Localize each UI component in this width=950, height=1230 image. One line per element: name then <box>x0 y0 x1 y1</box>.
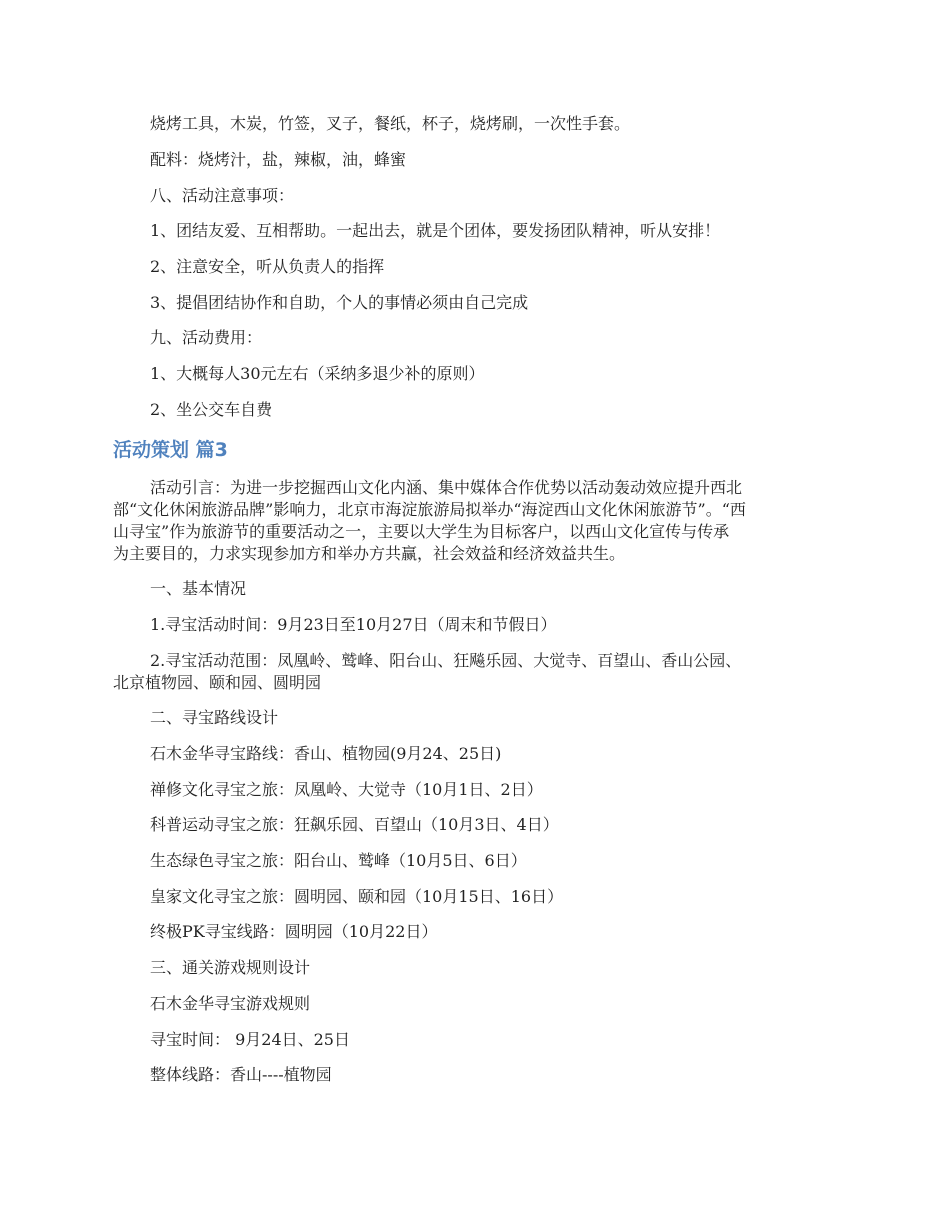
text-line: 整体线路：香山----植物园 <box>150 1065 332 1084</box>
text-line: 配料：烧烤汁，盐，辣椒，油，蜂蜜 <box>150 150 407 169</box>
text-line: 烧烤工具，木炭，竹签，叉子，餐纸，杯子，烧烤刷，一次性手套。 <box>150 114 631 133</box>
text-line: 2.寻宝活动范围：凤凰岭、鹫峰、阳台山、狂飚乐园、大觉寺、百望山、香山公园、 <box>150 651 742 670</box>
subheading: 一、基本情况 <box>150 579 247 598</box>
route-line: 石木金华寻宝路线：香山、植物园(9月24、25日) <box>150 744 502 763</box>
subheading: 二、寻宝路线设计 <box>150 708 279 727</box>
text-line: 八、活动注意事项： <box>150 186 295 205</box>
text-line: 石木金华寻宝游戏规则 <box>150 994 311 1013</box>
text-line: 寻宝时间： 9月24日、25日 <box>150 1030 350 1049</box>
text-line: 1、团结友爱、互相帮助。一起出去，就是个团体，要发扬团队精神，听从安排！ <box>150 221 721 240</box>
intro-line: 为主要目的，力求实现参加方和举办方共赢，社会效益和经济效益共生。 <box>113 544 626 563</box>
route-line: 科普运动寻宝之旅：狂飙乐园、百望山（10月3日、4日） <box>150 815 559 834</box>
text-line: 九、活动费用： <box>150 328 263 347</box>
route-line: 皇家文化寻宝之旅：圆明园、颐和园（10月15日、16日） <box>150 887 564 906</box>
route-line: 生态绿色寻宝之旅：阳台山、鹫峰（10月5日、6日） <box>150 851 527 870</box>
route-line: 终极PK寻宝线路：圆明园（10月22日） <box>150 922 438 941</box>
text-line: 北京植物园、颐和园、圆明园 <box>113 673 322 692</box>
text-line: 2、注意安全，听从负责人的指挥 <box>150 257 385 276</box>
text-line: 3、提倡团结协作和自助，个人的事情必须由自己完成 <box>150 293 529 312</box>
text-line: 1.寻宝活动时间：9月23日至10月27日（周末和节假日） <box>150 615 557 634</box>
intro-line: 部“文化休闲旅游品牌”影响力，北京市海淀旅游局拟举办“海淀西山文化休闲旅游节”。“西 <box>113 500 746 519</box>
text-line: 2、坐公交车自费 <box>150 400 273 419</box>
route-line: 禅修文化寻宝之旅：凤凰岭、大觉寺（10月1日、2日） <box>150 780 543 799</box>
intro-line: 山寻宝”作为旅游节的重要活动之一，主要以大学生为目标客户，以西山文化宣传与传承 <box>113 522 730 541</box>
intro-line: 活动引言：为进一步挖掘西山文化内涵、集中媒体合作优势以活动轰动效应提升西北 <box>150 478 743 497</box>
subheading: 三、通关游戏规则设计 <box>150 958 311 977</box>
text-line: 1、大概每人30元左右（采纳多退少补的原则） <box>150 364 485 383</box>
section-heading: 活动策划 篇3 <box>113 439 228 461</box>
